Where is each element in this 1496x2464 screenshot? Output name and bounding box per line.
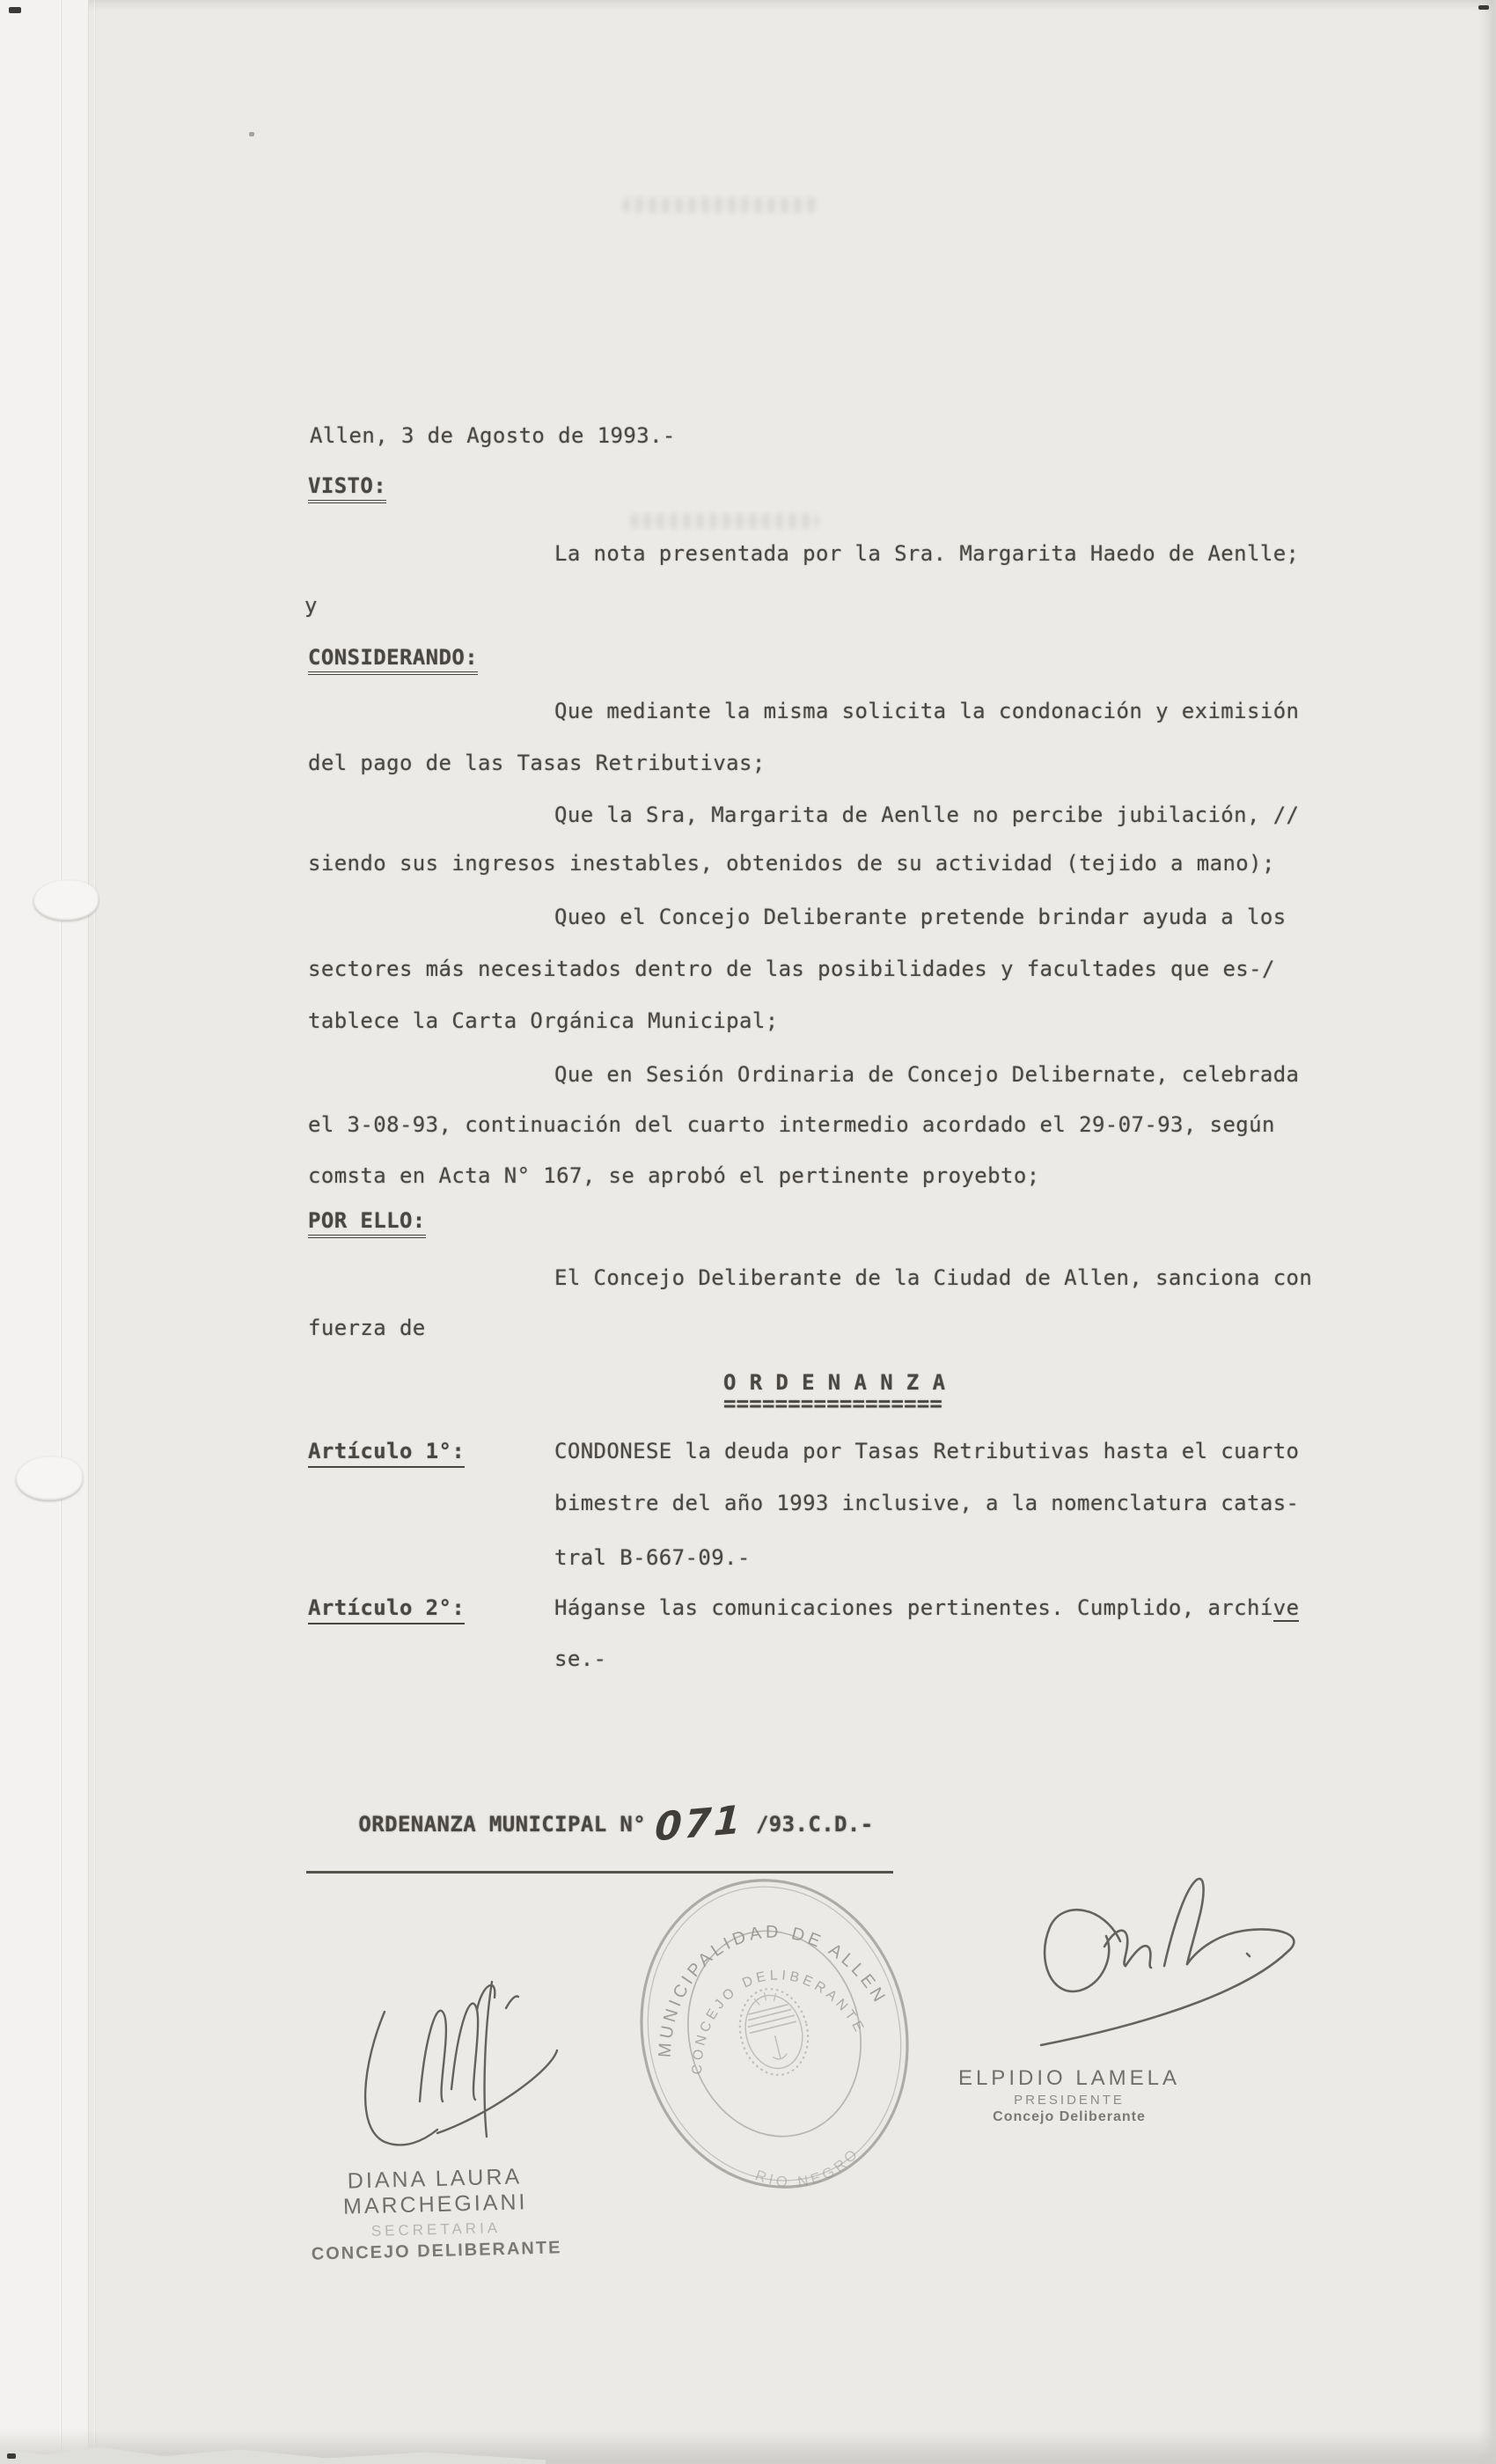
articulo1-line1: CONDONESE la deuda por Tasas Retributivas hasta el cuarto	[554, 1439, 1300, 1463]
svg-text:RIO NEGRO	[750, 2142, 868, 2203]
seal-inner-text: CONCEJO DELIBERANTE	[690, 1968, 869, 2075]
considerando-heading: CONSIDERANDO:	[308, 644, 478, 675]
considerando-para4-line2: el 3-08-93, continuación del cuarto intermedio acordado el 29-07-93, según	[308, 1112, 1275, 1137]
considerando-para1-line2: del pago de las Tasas Retributivas;	[308, 751, 766, 775]
date-line: Allen, 3 de Agosto de 1993.-	[310, 423, 676, 448]
presidente-title: PRESIDENTE	[1014, 2093, 1125, 2108]
ordinance-number-handwritten: 071	[653, 1797, 745, 1851]
ordenanza-title-rule: =================	[723, 1391, 943, 1416]
articulo2-line2: se.-	[554, 1646, 607, 1671]
ordinance-number-suffix: /93.C.D.-	[755, 1812, 874, 1837]
sanction-line1: El Concejo Deliberante de la Ciudad de Allen, sanciona con	[554, 1265, 1313, 1290]
articulo2-line1-text: Háganse las comunicaciones pertinentes. Cumplido, archí	[554, 1595, 1273, 1620]
considerando-para2-line2: siendo sus ingresos inestables, obtenidos de su actividad (tejido a mano);	[308, 851, 1275, 876]
articulo2-label: Artículo 2°:	[308, 1595, 465, 1624]
scan-speck	[249, 132, 254, 136]
por-ello-heading: POR ELLO:	[308, 1207, 426, 1238]
articulo1-line2: bimestre del año 1993 inclusive, a la nomenclatura catas-	[554, 1491, 1300, 1515]
presidente-stamp-block	[933, 2066, 1206, 2125]
considerando-para4-line1: Que en Sesión Ordinaria de Concejo Delibernate, celebrada	[554, 1062, 1300, 1087]
ink-bleedthrough-smudge	[630, 513, 819, 529]
seal-coat-of-arms	[731, 1982, 817, 2082]
visto-heading: VISTO:	[308, 473, 386, 503]
considerando-para3-line3: tablece la Carta Orgánica Municipal;	[308, 1008, 779, 1033]
municipal-seal-stamp	[600, 1844, 948, 2224]
secretaria-name: DIANA LAURA MARCHEGIANI	[342, 2164, 528, 2219]
articulo1-label: Artículo 1°:	[308, 1438, 465, 1468]
ink-bleedthrough-smudge	[622, 197, 820, 213]
ordenanza-title: O R D E N A N Z A	[723, 1370, 946, 1395]
secretaria-title: SECRETARIA	[370, 2219, 502, 2240]
scan-speck	[1478, 5, 1489, 10]
presidente-name: ELPIDIO LAMELA	[957, 2066, 1181, 2090]
scan-speck	[7, 2453, 16, 2459]
secretaria-stamp-block	[263, 2162, 609, 2266]
seal-top-text: MUNICIPALIDAD DE ALLEN	[655, 1922, 891, 2058]
visto-body-line: La nota presentada por la Sra. Margarita Haedo de Aenlle;	[554, 541, 1300, 566]
paper-crease-line	[60, 0, 61, 2464]
considerando-para3-line2: sectores más necesitados dentro de las posibilidades y facultades que es-/	[308, 957, 1275, 981]
considerando-para2-line1: Que la Sra, Margarita de Aenlle no percibe jubilación, //	[554, 803, 1300, 827]
presidente-org: Concejo Deliberante	[993, 2109, 1146, 2124]
visto-body-cont: y	[304, 593, 318, 618]
seal-bottom-text: RIO NEGRO	[752, 2144, 863, 2191]
articulo2-line1-underlined-syllable: ve	[1272, 1595, 1300, 1620]
paper-left-margin-strip	[0, 0, 89, 2464]
scan-speck	[9, 7, 21, 13]
signature-secretaria	[339, 1969, 559, 2163]
considerando-para1-line1: Que mediante la misma solicita la condonación y eximisión	[554, 699, 1300, 723]
punch-hole-bottom	[16, 1456, 83, 1500]
articulo2-line1	[554, 1595, 1299, 1621]
articulo1-line3: tral B-667-09.-	[554, 1545, 751, 1570]
considerando-para3-line1: Queo el Concejo Deliberante pretende brindar ayuda a los	[554, 905, 1287, 929]
sanction-line2: fuerza de	[308, 1316, 426, 1340]
considerando-para4-line3: comsta en Acta N° 167, se aprobó el pertinente proyebto;	[308, 1163, 1040, 1188]
paper-right-edge-shadow	[1491, 0, 1496, 2464]
secretaria-org: CONCEJO DELIBERANTE	[311, 2238, 562, 2264]
ordinance-number-prefix: ORDENANZA MUNICIPAL N°	[358, 1812, 647, 1837]
punch-hole-top	[33, 880, 99, 920]
signature-presidente	[1016, 1873, 1316, 2049]
paper-crease-line	[94, 0, 95, 2464]
